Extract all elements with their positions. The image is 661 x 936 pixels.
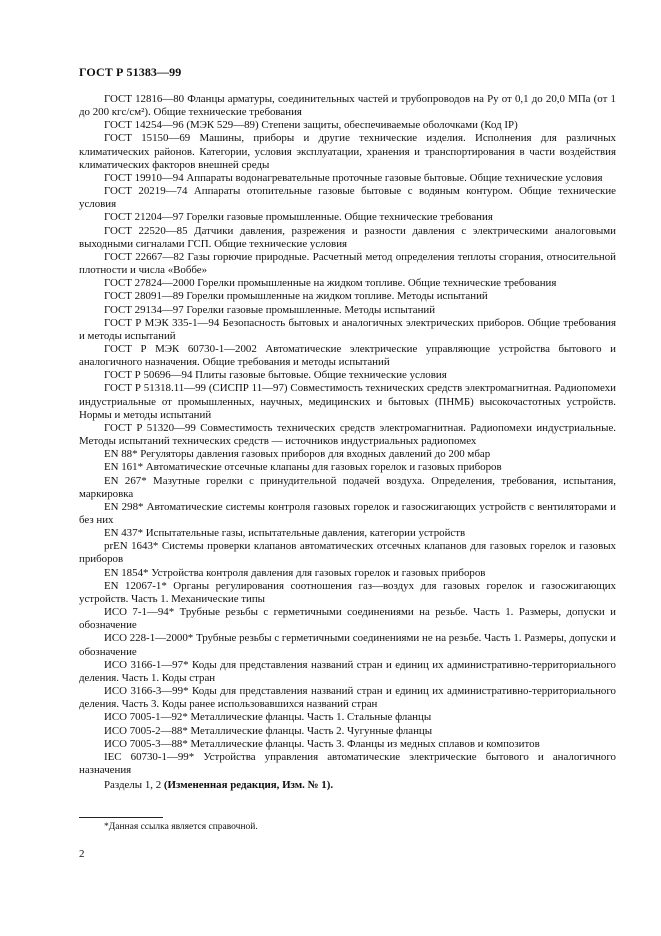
reference-entry: ГОСТ 20219—74 Аппараты отопительные газовые бытовые с водяным контуром. Общие технические условия bbox=[79, 185, 616, 211]
reference-entry: ГОСТ 15150—69 Машины, приборы и другие технические изделия. Исполнения для различных климатических районов. Категории, условия эксплуатации, хранения и транспортирования в части воздействия климатических факторов внешней среды bbox=[79, 132, 616, 171]
reference-entry: EN 267* Мазутные горелки с принудительной подачей воздуха. Определения, требования, испытания, маркировка bbox=[79, 474, 616, 500]
reference-entry: ГОСТ 22667—82 Газы горючие природные. Расчетный метод определения теплоты сгорания, относительной плотности и числа «Воббе» bbox=[79, 250, 616, 277]
reference-entry: EN 1854* Устройства контроля давления для газовых горелок и газовых приборов bbox=[104, 566, 486, 579]
reference-entry: ГОСТ 21204—97 Горелки газовые промышленные. Общие технические требования bbox=[104, 211, 493, 224]
reference-entry: ИСО 7-1—94* Трубные резьбы с герметичными соединениями на резьбе. Часть 1. Размеры, допуски и обозначение bbox=[79, 606, 616, 632]
reference-entry: ГОСТ Р МЭК 60730-1—2002 Автоматические электрические управляющие устройства бытового и аналогичного назначения. Общие требования и методы испытаний bbox=[79, 342, 616, 369]
reference-entry: ГОСТ Р 50696—94 Плиты газовые бытовые. Общие технические условия bbox=[104, 369, 447, 382]
reference-entry: ГОСТ 27824—2000 Горелки промышленные на жидком топливе. Общие технические требования bbox=[104, 277, 557, 290]
references-list bbox=[79, 93, 616, 792]
reference-entry: ГОСТ 12816—80 Фланцы арматуры, соединительных частей и трубопроводов на Pу от 0,1 до 20,0 МПа (от 1 до 200 кгс/см²). Общие технические требования bbox=[79, 93, 616, 119]
reference-entry: ГОСТ Р 51320—99 Совместимость технических средств электромагнитная. Радиопомехи индустриальные. Методы испытаний технических средств — источников индустриальных радиопомех bbox=[79, 421, 616, 448]
amendment-note bbox=[79, 779, 616, 792]
footnote-divider bbox=[79, 817, 163, 818]
footnote: *Данная ссылка является справочной. bbox=[104, 822, 258, 832]
reference-entry: EN 12067-1* Органы регулирования соотношения газ—воздух для газовых горелок и газосжигающих устройств. Часть 1. Механические типы bbox=[79, 579, 616, 605]
reference-entry: ИСО 228-1—2000* Трубные резьбы с герметичными соединениями не на резьбе. Часть 1. Размеры, допуски и обозначение bbox=[79, 632, 616, 658]
reference-entry: EN 161* Автоматические отсечные клапаны для газовых горелок и газовых приборов bbox=[104, 461, 502, 474]
reference-entry: EN 298* Автоматические системы контроля газовых горелок и газосжигающих устройств с вентиляторами и без них bbox=[79, 500, 616, 526]
reference-entry: ГОСТ 29134—97 Горелки газовые промышленные. Методы испытаний bbox=[104, 303, 436, 316]
reference-entry: ИСО 7005-2—88* Металлические фланцы. Часть 2. Чугунные фланцы bbox=[104, 724, 433, 737]
amendment-bold: (Измененная редакция, Изм. № 1). bbox=[163, 779, 334, 792]
reference-entry: ГОСТ 19910—94 Аппараты водонагревательные проточные газовые бытовые. Общие технические условия bbox=[104, 171, 603, 184]
reference-entry: ИСО 7005-1—92* Металлические фланцы. Часть 1. Стальные фланцы bbox=[104, 711, 432, 724]
reference-entry: ГОСТ 28091—89 Горелки промышленные на жидком топливе. Методы испытаний bbox=[104, 290, 488, 303]
amendment-prefix: Разделы 1, 2 bbox=[104, 779, 162, 792]
page-number: 2 bbox=[79, 848, 85, 860]
reference-entry: prEN 1643* Системы проверки клапанов автоматических отсечных клапанов для газовых горелок и газовых приборов bbox=[79, 540, 616, 566]
reference-entry: EN 88* Регуляторы давления газовых приборов для входных давлений до 200 мбар bbox=[104, 448, 491, 461]
reference-entry: ГОСТ 14254—96 (МЭК 529—89) Степени защиты, обеспечиваемые оболочками (Код IP) bbox=[104, 119, 518, 132]
reference-entry: ГОСТ Р МЭК 335-1—94 Безопасность бытовых и аналогичных электрических приборов. Общие требования и методы испытаний bbox=[79, 316, 616, 342]
reference-entry: EN 437* Испытательные газы, испытательные давления, категории устройств bbox=[104, 527, 466, 540]
reference-entry: ГОСТ 22520—85 Датчики давления, разрежения и разности давления с электрическими аналоговыми выходными сигналами ГСП. Общие технические условия bbox=[79, 224, 616, 250]
reference-entry: ГОСТ Р 51318.11—99 (СИСПР 11—97) Совместимость технических средств электромагнитная. Радиопомехи индустриальные от промышленных, научных, медицинских и бытовых (ПНМБ) высокочастотных устройств. Нормы и методы испытаний bbox=[79, 382, 616, 421]
document-header: ГОСТ Р 51383—99 bbox=[79, 65, 182, 79]
reference-entry: IEC 60730-1—99* Устройства управления автоматические электрические бытового и аналогичного назначения bbox=[79, 750, 616, 776]
reference-entry: ИСО 7005-3—88* Металлические фланцы. Часть 3. Фланцы из медных сплавов и композитов bbox=[104, 737, 540, 750]
reference-entry: ИСО 3166-3—99* Коды для представления названий стран и единиц их административно-территориального деления. Часть 3. Коды ранее использовавшихся названий стран bbox=[79, 685, 616, 711]
reference-entry: ИСО 3166-1—97* Коды для представления названий стран и единиц их административно-территориального деления. Часть 1. Коды стран bbox=[79, 658, 616, 684]
